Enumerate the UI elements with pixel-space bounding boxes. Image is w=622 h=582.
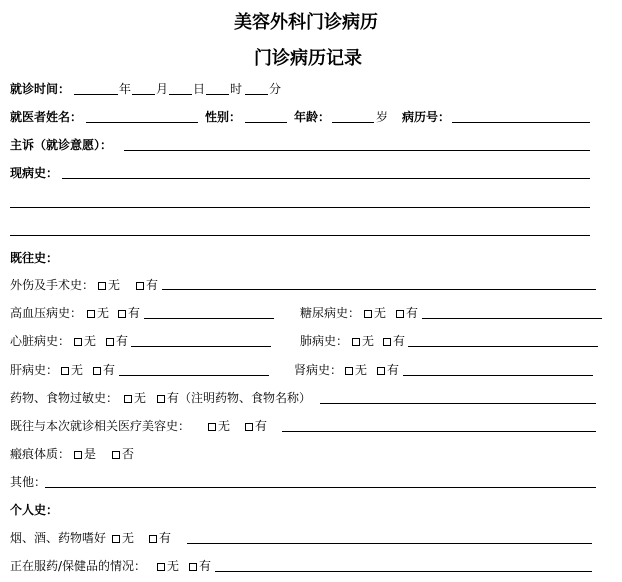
habits-label: 烟、酒、药物嗜好 xyxy=(10,531,107,545)
checkbox-icon xyxy=(396,310,404,318)
heart-no-option[interactable] xyxy=(74,332,96,349)
liver-disease-label: 肝病史： xyxy=(10,363,59,377)
visit-month-unit: 月 xyxy=(156,82,169,96)
visit-minute-unit: 分 xyxy=(269,82,282,96)
diabetes-detail-field[interactable] xyxy=(422,318,602,319)
trauma-no-option[interactable] xyxy=(98,276,120,293)
checkbox-icon xyxy=(124,395,132,403)
option-label: 无 xyxy=(218,419,231,433)
option-label: 无 xyxy=(71,363,84,377)
personal-history-title: 个人史： xyxy=(10,503,59,517)
option-label: 无 xyxy=(362,334,375,348)
option-label: 有 xyxy=(116,334,129,348)
option-label: 有 xyxy=(255,419,268,433)
visit-day-field[interactable] xyxy=(169,94,192,95)
option-label: 无 xyxy=(134,391,147,405)
keloid-label: 瘢痕体质： xyxy=(10,447,71,461)
option-label: 无 xyxy=(374,306,387,320)
option-label: 有 xyxy=(128,306,141,320)
checkbox-icon xyxy=(87,310,95,318)
record-number-field[interactable] xyxy=(452,122,590,123)
medication-detail-field[interactable] xyxy=(215,571,592,572)
past-history-title: 既往史： xyxy=(10,251,59,265)
checkbox-icon xyxy=(383,338,391,346)
diabetes-label: 糖尿病史： xyxy=(300,306,361,320)
option-label: 有 xyxy=(159,531,172,545)
kidney-yes-option[interactable] xyxy=(377,361,399,378)
option-label: 有 xyxy=(199,559,212,573)
trauma-yes-option[interactable] xyxy=(136,276,158,293)
cosmetic-yes-option[interactable] xyxy=(245,417,267,434)
checkbox-icon xyxy=(352,338,360,346)
diabetes-no-option[interactable] xyxy=(364,304,386,321)
present-illness-field[interactable] xyxy=(62,178,590,179)
hypertension-yes-option[interactable] xyxy=(118,304,140,321)
option-label: 有 xyxy=(406,306,419,320)
checkbox-icon xyxy=(377,367,385,375)
checkbox-icon xyxy=(157,395,165,403)
option-label: 是 xyxy=(84,447,97,461)
checkbox-icon xyxy=(345,367,353,375)
option-label: 无 xyxy=(167,559,180,573)
patient-name-field[interactable] xyxy=(86,122,198,123)
checkbox-icon xyxy=(245,423,253,431)
lung-yes-option[interactable] xyxy=(383,332,405,349)
visit-time-label: 就诊时间： xyxy=(10,82,71,96)
lung-disease-label: 肺病史： xyxy=(300,334,349,348)
chief-complaint-field[interactable] xyxy=(124,150,590,151)
liver-no-option[interactable] xyxy=(61,361,83,378)
checkbox-icon xyxy=(106,338,114,346)
kidney-detail-field[interactable] xyxy=(403,375,593,376)
checkbox-icon xyxy=(136,282,144,290)
option-label: 有 xyxy=(393,334,406,348)
diabetes-yes-option[interactable] xyxy=(396,304,418,321)
age-unit: 岁 xyxy=(376,110,389,124)
checkbox-icon xyxy=(157,563,165,571)
keloid-no-option[interactable] xyxy=(112,445,134,462)
gender-label: 性别： xyxy=(205,110,242,124)
patient-name-label: 就医者姓名： xyxy=(10,110,83,124)
option-label: 无 xyxy=(84,334,97,348)
allergy-yes-option[interactable] xyxy=(157,389,311,406)
trauma-detail-field[interactable] xyxy=(162,289,596,290)
option-label: 无 xyxy=(122,531,135,545)
checkbox-icon xyxy=(189,563,197,571)
option-label: 无 xyxy=(355,363,368,377)
other-detail-field[interactable] xyxy=(45,487,596,488)
keloid-yes-option[interactable] xyxy=(74,445,96,462)
hypertension-no-option[interactable] xyxy=(87,304,109,321)
present-illness-line-2[interactable] xyxy=(10,207,590,208)
lung-detail-field[interactable] xyxy=(408,346,598,347)
liver-detail-field[interactable] xyxy=(119,375,269,376)
checkbox-icon xyxy=(61,367,69,375)
checkbox-icon xyxy=(112,535,120,543)
chief-complaint-label: 主诉（就诊意愿）： xyxy=(10,138,113,152)
age-label: 年龄： xyxy=(294,110,331,124)
present-illness-line-3[interactable] xyxy=(10,235,590,236)
liver-yes-option[interactable] xyxy=(93,361,115,378)
hypertension-detail-field[interactable] xyxy=(144,318,274,319)
allergy-detail-field[interactable] xyxy=(320,403,596,404)
heart-detail-field[interactable] xyxy=(131,346,271,347)
checkbox-icon xyxy=(74,338,82,346)
allergy-no-option[interactable] xyxy=(124,389,146,406)
heart-disease-label: 心脏病史： xyxy=(10,334,71,348)
checkbox-icon xyxy=(98,282,106,290)
option-label: 无 xyxy=(97,306,110,320)
option-label: 有 xyxy=(146,278,159,292)
kidney-disease-label: 肾病史： xyxy=(294,363,343,377)
page-title: 美容外科门诊病历 xyxy=(234,12,378,33)
medication-no-option[interactable] xyxy=(157,557,179,574)
visit-minute-field[interactable] xyxy=(245,94,268,95)
medication-yes-option[interactable] xyxy=(189,557,211,574)
allergy-history-label: 药物、食物过敏史： xyxy=(10,391,119,405)
cosmetic-detail-field[interactable] xyxy=(282,431,596,432)
checkbox-icon xyxy=(118,310,126,318)
visit-year-field[interactable] xyxy=(74,94,118,95)
cosmetic-no-option[interactable] xyxy=(208,417,230,434)
option-label: 否 xyxy=(122,447,135,461)
age-field[interactable] xyxy=(332,122,374,123)
checkbox-icon xyxy=(93,367,101,375)
hypertension-label: 高血压病史： xyxy=(10,306,83,320)
checkbox-icon xyxy=(149,535,157,543)
cosmetic-history-label: 既往与本次就诊相关医疗美容史： xyxy=(10,419,191,433)
checkbox-icon xyxy=(112,451,120,459)
visit-day-unit: 日 xyxy=(193,82,206,96)
lung-no-option[interactable] xyxy=(352,332,374,349)
present-illness-label: 现病史： xyxy=(10,166,59,180)
trauma-history-label: 外伤及手术史： xyxy=(10,278,95,292)
gender-field[interactable] xyxy=(245,122,287,123)
medication-label: 正在服药/保健品的情况： xyxy=(10,559,147,573)
habits-detail-field[interactable] xyxy=(187,543,592,544)
visit-month-field[interactable] xyxy=(132,94,155,95)
option-label: 有 xyxy=(103,363,116,377)
checkbox-icon xyxy=(208,423,216,431)
option-label: 有 xyxy=(387,363,400,377)
visit-hour-unit: 时 xyxy=(230,82,243,96)
page-subtitle: 门诊病历记录 xyxy=(254,48,362,69)
option-label: 无 xyxy=(108,278,121,292)
habits-yes-option[interactable] xyxy=(149,529,171,546)
checkbox-icon xyxy=(74,451,82,459)
other-label: 其他： xyxy=(10,475,47,489)
option-label: 有（注明药物、食物名称） xyxy=(167,391,312,405)
habits-no-option[interactable] xyxy=(112,529,134,546)
visit-hour-field[interactable] xyxy=(206,94,229,95)
heart-yes-option[interactable] xyxy=(106,332,128,349)
record-number-label: 病历号： xyxy=(402,110,451,124)
checkbox-icon xyxy=(364,310,372,318)
visit-year-unit: 年 xyxy=(119,82,132,96)
kidney-no-option[interactable] xyxy=(345,361,367,378)
